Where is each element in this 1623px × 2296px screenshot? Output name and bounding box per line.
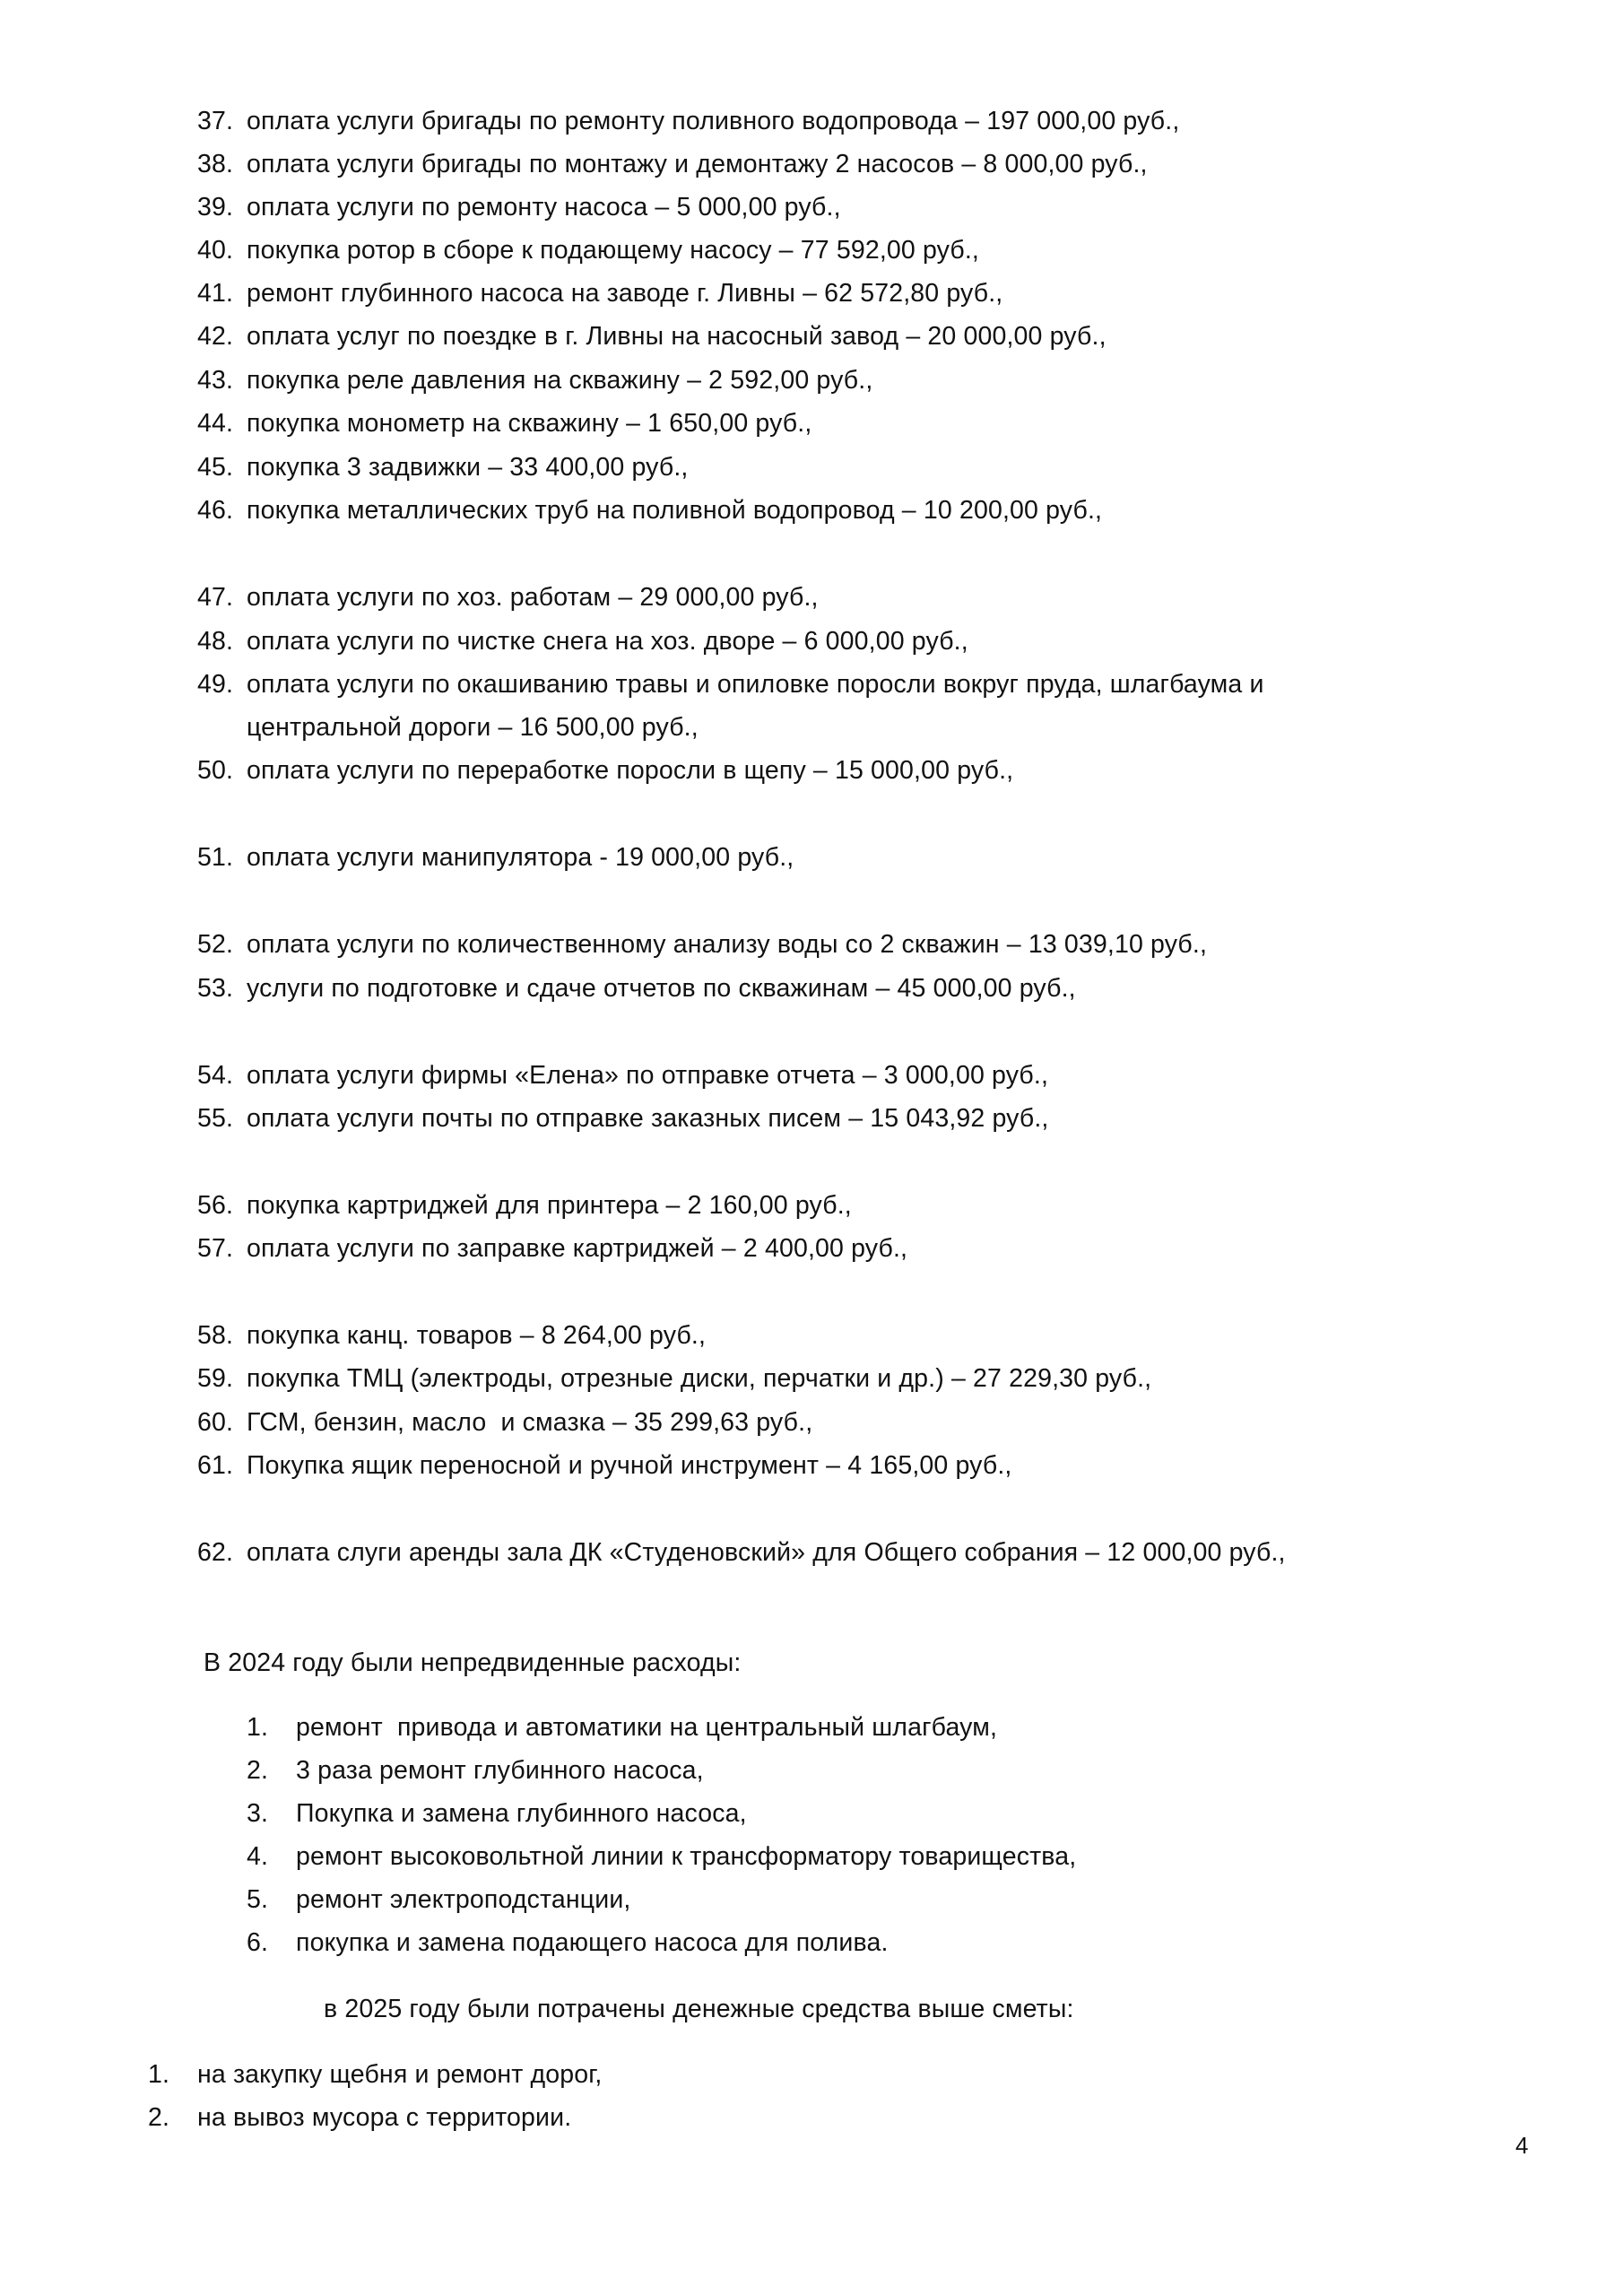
item-number: 2. (247, 1756, 269, 1785)
unforeseen-2024-heading: В 2024 году были непредвиденные расходы: (204, 1648, 742, 1677)
item-number: 49. (197, 670, 234, 699)
item-number: 1. (148, 2060, 170, 2089)
item-number: 58. (197, 1321, 234, 1350)
item-text: покупка 3 задвижки – 33 400,00 руб., (247, 453, 689, 482)
item-number: 39. (197, 193, 234, 222)
item-number: 57. (197, 1234, 234, 1263)
item-number: 2. (148, 2103, 170, 2132)
item-number: 50. (197, 756, 234, 785)
item-number: 41. (197, 279, 234, 308)
over-budget-item-2 (148, 2096, 571, 2139)
item-number: 61. (197, 1451, 234, 1480)
item-text: Покупка ящик переносной и ручной инструмент – 4 165,00 руб., (247, 1451, 1012, 1480)
item-text: покупка реле давления на скважину – 2 592,00 руб., (247, 366, 873, 395)
expense-item-57 (197, 1227, 907, 1270)
item-text: оплата услуги по переработке поросли в щепу – 15 000,00 руб., (247, 756, 1014, 785)
page-number: 4 (1515, 2132, 1529, 2159)
item-text: оплата услуги фирмы «Елена» по отправке отчета – 3 000,00 руб., (247, 1061, 1049, 1090)
item-text: оплата услуги бригады по монтажу и демонтажу 2 насосов – 8 000,00 руб., (247, 150, 1148, 178)
item-number: 55. (197, 1104, 234, 1133)
item-number: 40. (197, 236, 234, 265)
item-text: ремонт привода и автоматики на центральный шлагбаум, (296, 1713, 998, 1742)
unforeseen-item-1 (247, 1706, 997, 1749)
item-number: 53. (197, 974, 234, 1003)
item-text: оплата услуги по чистке снега на хоз. дворе – 6 000,00 руб., (247, 627, 968, 656)
item-number: 46. (197, 496, 234, 525)
item-text: ремонт глубинного насоса на заводе г. Ливны – 62 572,80 руб., (247, 279, 1003, 308)
expense-item-54 (197, 1054, 1048, 1097)
expense-item-62 (197, 1531, 1286, 1574)
item-number: 38. (197, 150, 234, 178)
expense-item-56 (197, 1184, 852, 1227)
item-number: 5. (247, 1885, 269, 1914)
item-number: 47. (197, 583, 234, 612)
item-text: ремонт электроподстанции, (296, 1885, 631, 1914)
over-budget-item-1 (148, 2053, 602, 2096)
expense-item-59 (197, 1357, 1151, 1400)
item-number: 45. (197, 453, 234, 482)
item-text: покупка монометр на скважину – 1 650,00 руб., (247, 409, 812, 438)
expense-item-41 (197, 272, 1002, 315)
item-number: 62. (197, 1538, 234, 1567)
item-number: 37. (197, 107, 234, 135)
item-text: Покупка и замена глубинного насоса, (296, 1799, 747, 1828)
item-text: оплата услуги по окашиванию травы и опиловке поросли вокруг пруда, шлагбаума и (247, 670, 1264, 699)
item-text: оплата услуги манипулятора - 19 000,00 руб., (247, 843, 794, 872)
expense-item-46 (197, 489, 1102, 532)
unforeseen-item-2 (247, 1749, 704, 1792)
expense-item-60 (197, 1401, 812, 1444)
expense-item-53 (197, 967, 1076, 1010)
unforeseen-item-4 (247, 1835, 1076, 1878)
expense-item-42 (197, 315, 1107, 358)
item-text: оплата услуги бригады по ремонту поливного водопровода – 197 000,00 руб., (247, 107, 1180, 135)
expense-item-39 (197, 186, 841, 229)
item-text: 3 раза ремонт глубинного насоса, (296, 1756, 704, 1785)
item-text: ремонт высоковольтной линии к трансформатору товарищества, (296, 1842, 1077, 1871)
unforeseen-item-3 (247, 1792, 747, 1835)
expense-item-50 (197, 749, 1013, 792)
expense-item-51 (197, 836, 794, 879)
item-number: 44. (197, 409, 234, 438)
expense-item-43 (197, 359, 872, 402)
item-text: оплата услуги по заправке картриджей – 2 400,00 руб., (247, 1234, 908, 1263)
item-text: на закупку щебня и ремонт дорог, (197, 2060, 603, 2089)
item-number: 43. (197, 366, 234, 395)
item-number: 56. (197, 1191, 234, 1220)
expense-item-61 (197, 1444, 1011, 1487)
item-number: 6. (247, 1928, 269, 1957)
item-text: услуги по подготовке и сдаче отчетов по скважинам – 45 000,00 руб., (247, 974, 1076, 1003)
unforeseen-item-5 (247, 1878, 631, 1921)
unforeseen-item-6 (247, 1921, 889, 1964)
expense-item-45 (197, 446, 689, 489)
item-text: покупка и замена подающего насоса для полива. (296, 1928, 889, 1957)
item-text: оплата услуги по хоз. работам – 29 000,00 руб., (247, 583, 819, 612)
item-number: 54. (197, 1061, 234, 1090)
expense-item-52 (197, 923, 1207, 966)
expense-item-49 (197, 663, 1264, 706)
item-text: покупка ротор в сборе к подающему насосу – 77 592,00 руб., (247, 236, 979, 265)
item-number: 48. (197, 627, 234, 656)
item-number: 4. (247, 1842, 269, 1871)
item-number: 1. (247, 1713, 269, 1742)
item-text: оплата слуги аренды зала ДК «Студеновский» для Общего собрания – 12 000,00 руб., (247, 1538, 1286, 1567)
item-text: оплата услуг по поездке в г. Ливны на насосный завод – 20 000,00 руб., (247, 322, 1107, 351)
expense-item-48 (197, 620, 968, 663)
item-text: покупка ТМЦ (электроды, отрезные диски, перчатки и др.) – 27 229,30 руб., (247, 1364, 1152, 1393)
item-text: покупка канц. товаров – 8 264,00 руб., (247, 1321, 707, 1350)
expense-item-49-continuation: центральной дороги – 16 500,00 руб., (247, 713, 699, 742)
expense-item-38 (197, 143, 1148, 186)
expense-item-40 (197, 229, 979, 272)
item-number: 42. (197, 322, 234, 351)
item-text: оплата услуги почты по отправке заказных писем – 15 043,92 руб., (247, 1104, 1049, 1133)
item-text: покупка металлических труб на поливной водопровод – 10 200,00 руб., (247, 496, 1103, 525)
item-number: 60. (197, 1408, 234, 1437)
item-text: ГСМ, бензин, масло и смазка – 35 299,63 руб., (247, 1408, 813, 1437)
expense-item-47 (197, 576, 819, 619)
item-number: 51. (197, 843, 234, 872)
over-budget-2025-heading: в 2025 году были потрачены денежные средства выше сметы: (324, 1995, 1074, 2023)
item-text: на вывоз мусора с территории. (197, 2103, 572, 2132)
item-number: 3. (247, 1799, 269, 1828)
item-text: оплата услуги по количественному анализу воды со 2 скважин – 13 039,10 руб., (247, 930, 1208, 959)
item-number: 52. (197, 930, 234, 959)
item-number: 59. (197, 1364, 234, 1393)
expense-item-58 (197, 1314, 706, 1357)
expense-item-37 (197, 100, 1179, 143)
item-text: покупка картриджей для принтера – 2 160,00 руб., (247, 1191, 852, 1220)
item-text: оплата услуги по ремонту насоса – 5 000,00 руб., (247, 193, 841, 222)
expense-item-55 (197, 1097, 1049, 1140)
expense-item-44 (197, 402, 812, 445)
